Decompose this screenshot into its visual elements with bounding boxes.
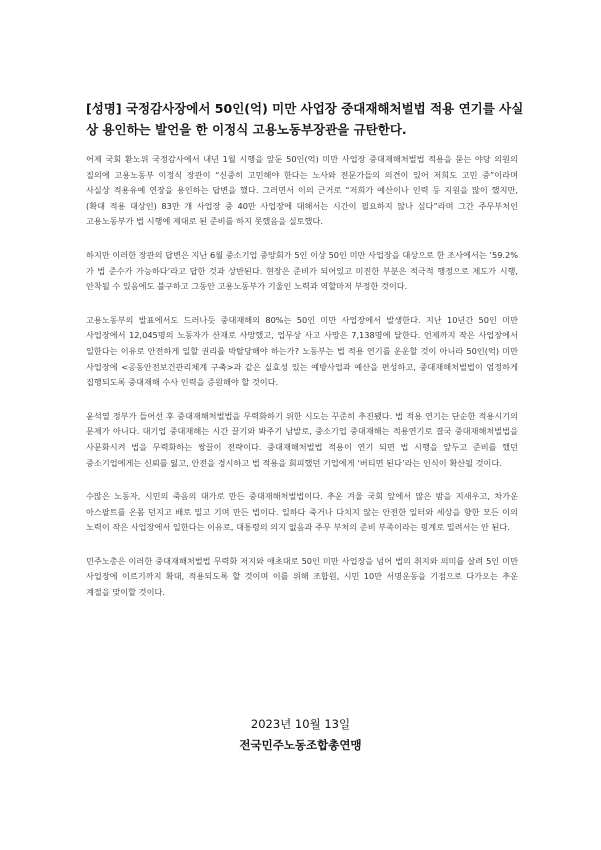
document-body [86, 152, 518, 619]
body-paragraph: 수많은 노동자, 시민의 죽음의 대가로 만든 중대재해처벌법이다. 추운 겨울 국회 앞에서 많은 밤을 지새우고, 차가운 아스팔트를 온몸 던지고 배로 밀고 기며 만든 법이다. 일하다 죽거나 다치지 않는 안전한 일터와 세상을 향한 모든 이의 노력이 작은 사업장에서 일한다는 이유로, 대통령의 의지 없음과 주무 부처의 준비 부족이라는 핑계로 밀려서는 안 된다. [86, 491, 518, 533]
statement-date: 2023년 10월 13일 [250, 717, 351, 731]
body-paragraph: 민주노총은 이러한 중대재해처벌법 무력화 저지와 애초대로 50인 미만 사업장을 넘어 법의 취지와 의미를 살려 5인 미만 사업장에 이르기까지 확대, 적용되도록 할 것이며 이를 위해 조합원, 시민 10만 서명운동을 기점으로 다가오는 추운 계절을 맞이할 것이다. [86, 555, 518, 598]
issuing-organization: 전국민주노동조합총연맹 [239, 738, 362, 752]
body-paragraph: 하지만 이러한 장관의 답변은 지난 6월 중소기업 중앙회가 5인 이상 50인 미만 사업장을 대상으로 한 조사에서는 ‘59.2%가 법 준수가 가능하다’라고 답한 것과 상반된다. 현장은 준비가 되어있고 미진한 부분은 적극적 행정으로 제도가 시행, 안착될 수 있음에도 불구하고 그동안 고용노동부가 기울인 노력과 역할마저 부정한 것이다. [86, 249, 518, 292]
body-paragraph: 윤석열 정부가 들어선 후 중대재해처벌법을 무력화하기 위한 시도는 꾸준히 추진됐다. 법 적용 연기는 단순한 적용시기의 문제가 아니다. 대기업 중대재해는 시간 끌기와 봐주기 남발로, 중소기업 중대재해는 적용연기로 결국 중대재해처벌법을 사문화시켜 법을 무력화하는 쌍끌이 전략이다. 중대재해처벌법 적용이 연기 되면 법 시행을 앞두고 준비를 했던 중소기업에게는 신뢰를 잃고, 안전을 경시하고 법 적용을 회피했던 기업에게 ‘버티면 된다’라는 인식이 확산될 것이다. [86, 410, 518, 468]
body-paragraph: 어제 국회 환노위 국정감사에서 내년 1월 시행을 앞둔 50인(억) 미만 사업장 중대재해처벌법 적용을 묻는 야당 의원의 질의에 고용노동부 이정식 장관이 “신중히 고민해야 한다는 노사와 전문가들의 의견이 있어 저희도 고민 중”이라며 사실상 적용유예 연장을 용인하는 답변을 했다. 그러면서 이의 근거로 “저희가 예산이나 인력 등 지원을 많이 했지만, (확대 적용 대상인) 83만 개 사업장 중 40만 사업장에 대해서는 시간이 필요하지 않나 싶다”라며 그간 주무부처인 고용노동부가 법 시행에 제대로 된 준비를 하지 못했음을 실토했다. [86, 154, 518, 227]
body-paragraph: 고용노동부의 발표에서도 드러나듯 중대재해의 80%는 50인 미만 사업장에서 발생한다. 지난 10년간 50인 미만 사업장에서 12,045명의 노동자가 산재로 사망했고, 업무상 사고 사망은 7,138명에 달한다. 언제까지 작은 사업장에서 일한다는 이유로 안전하게 일할 권리를 박탈당해야 하는가? 노동부는 법 적용 연기를 운운할 것이 아니라 50인(억) 미만 사업장에 <공동안전보건관리체계 구축>과 같은 실효성 있는 예방사업과 예산을 편성하고, 중대재해처벌법이 엄정하게 집행되도록 중대재해 수사 인력을 증원해야 할 것이다. [86, 314, 518, 388]
document-title: [성명] 국정감사장에서 50인(억) 미만 사업장 중대재해처벌법 적용 연기를 사실상 용인하는 발언을 한 이정식 고용노동부장관을 규탄한다. [86, 101, 524, 137]
